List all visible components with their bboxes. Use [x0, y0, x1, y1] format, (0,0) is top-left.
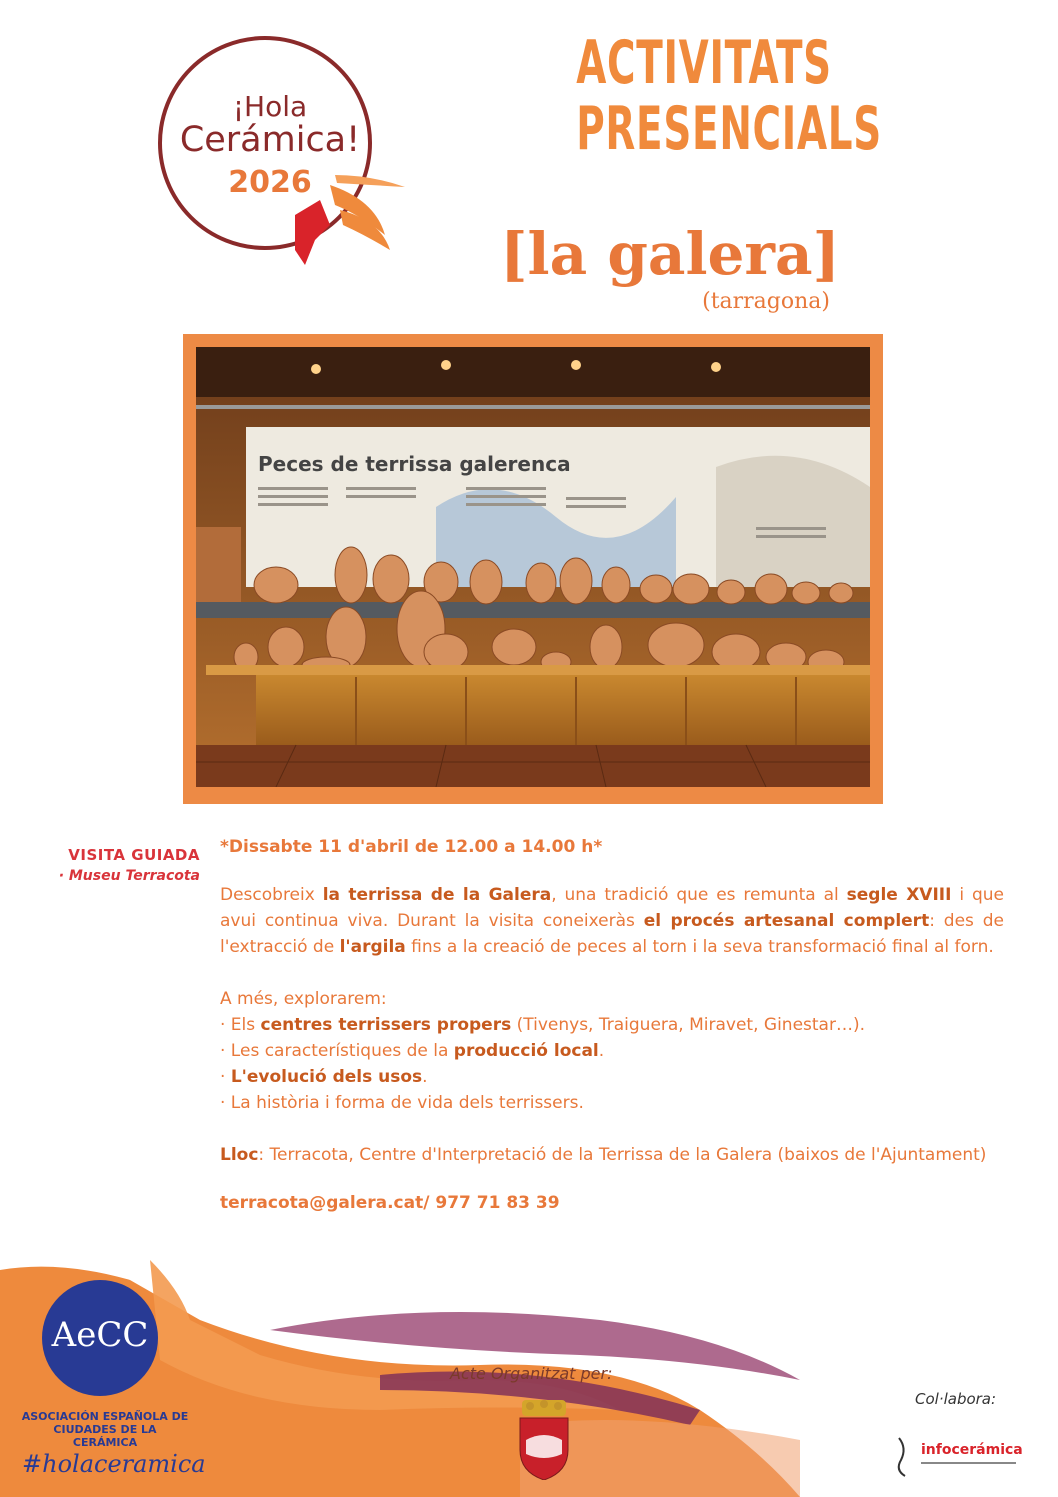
- place-name: [la galera]: [500, 220, 840, 288]
- aecc-logo-text: AeCC: [51, 1315, 149, 1355]
- activity-venue: · Museu Terracota: [58, 868, 200, 884]
- aecc-name-line: ASOCIACIÓN ESPAÑOLA DE: [21, 1410, 189, 1423]
- text-span: .: [598, 1041, 605, 1061]
- banner-text: Peces de terrissa galerenca: [258, 452, 571, 476]
- title-line-1: ACTIVITATS: [576, 28, 832, 98]
- region-name: (tarragona): [702, 289, 830, 314]
- text-span: · La història i forma de vida dels terrissers.: [220, 1093, 584, 1113]
- activity-description: [220, 834, 1004, 1216]
- photo-frame: [183, 334, 883, 804]
- location: [220, 1142, 1004, 1168]
- list-item: [220, 1090, 1004, 1116]
- text-span: , una tradició que es remunta al: [551, 885, 847, 905]
- text-bold: producció local: [453, 1041, 599, 1061]
- sponsor-logo: [893, 1430, 1023, 1480]
- text-span: i que avui continua viva. Durant la visita coneixeràs: [220, 885, 1004, 931]
- contact-info: terracota@galera.cat/ 977 71 83 39: [220, 1193, 560, 1213]
- text-span: Descobreix: [220, 885, 323, 905]
- intro-paragraph: [220, 882, 1004, 960]
- page-title: [576, 28, 882, 164]
- sponsor-name: infocerámica: [921, 1442, 1023, 1458]
- activity-label: VISITA GUIADA: [68, 846, 200, 864]
- text-span: · Les característiques de la: [220, 1041, 454, 1061]
- text-span: ·: [220, 1067, 231, 1087]
- logo-ceramica: Cerámica!: [179, 120, 361, 160]
- activity-type: [40, 846, 200, 884]
- town-coat-of-arms-icon: [516, 1400, 572, 1480]
- text-span: .: [422, 1067, 428, 1087]
- collaborator-label: Col·labora:: [915, 1390, 997, 1408]
- location-text: : Terracota, Centre d'Interpretació de la Terrissa de la Galera (baixos de l'Ajuntament): [258, 1145, 987, 1165]
- hola-ceramica-logo: [145, 25, 420, 275]
- text-bold: segle XVIII: [846, 885, 952, 905]
- list-item: [220, 1012, 1004, 1038]
- list-item: [220, 1064, 1004, 1090]
- organized-by-label: Acte Organitzat per:: [450, 1364, 613, 1383]
- aecc-full-name: [20, 1410, 190, 1449]
- title-line-2: PRESENCIALS: [576, 94, 882, 164]
- text-span: · Els: [220, 1015, 261, 1035]
- logo-hola: ¡Hola: [232, 90, 308, 123]
- explore-intro: A més, explorarem:: [220, 989, 387, 1009]
- list-item: [220, 1038, 1004, 1064]
- text-span: : des de l'extracció de: [220, 911, 1004, 957]
- text-span: fins a la creació de peces al torn i la seva transformació final al forn.: [405, 937, 994, 957]
- text-bold: la terrissa de la Galera: [322, 885, 552, 905]
- footer: [0, 1260, 1058, 1497]
- text-bold: centres terrissers propers: [260, 1015, 512, 1035]
- text-bold: el procés artesanal complert: [643, 911, 930, 931]
- text-bold: l'argila: [339, 937, 406, 957]
- hashtag: #holaceramica: [22, 1450, 206, 1478]
- logo-year: 2026: [228, 165, 312, 200]
- text-bold: L'evolució dels usos: [230, 1067, 423, 1087]
- location-label: Lloc: [220, 1145, 259, 1165]
- text-span: (Tivenys, Traiguera, Miravet, Ginestar…).: [511, 1015, 865, 1035]
- activity-date: *Dissabte 11 d'abril de 12.00 a 14.00 h*: [220, 837, 603, 857]
- museum-photo: [196, 347, 870, 787]
- aecc-name-line: CIUDADES DE LA CERÁMICA: [53, 1423, 157, 1449]
- museum-display-image: [196, 347, 870, 787]
